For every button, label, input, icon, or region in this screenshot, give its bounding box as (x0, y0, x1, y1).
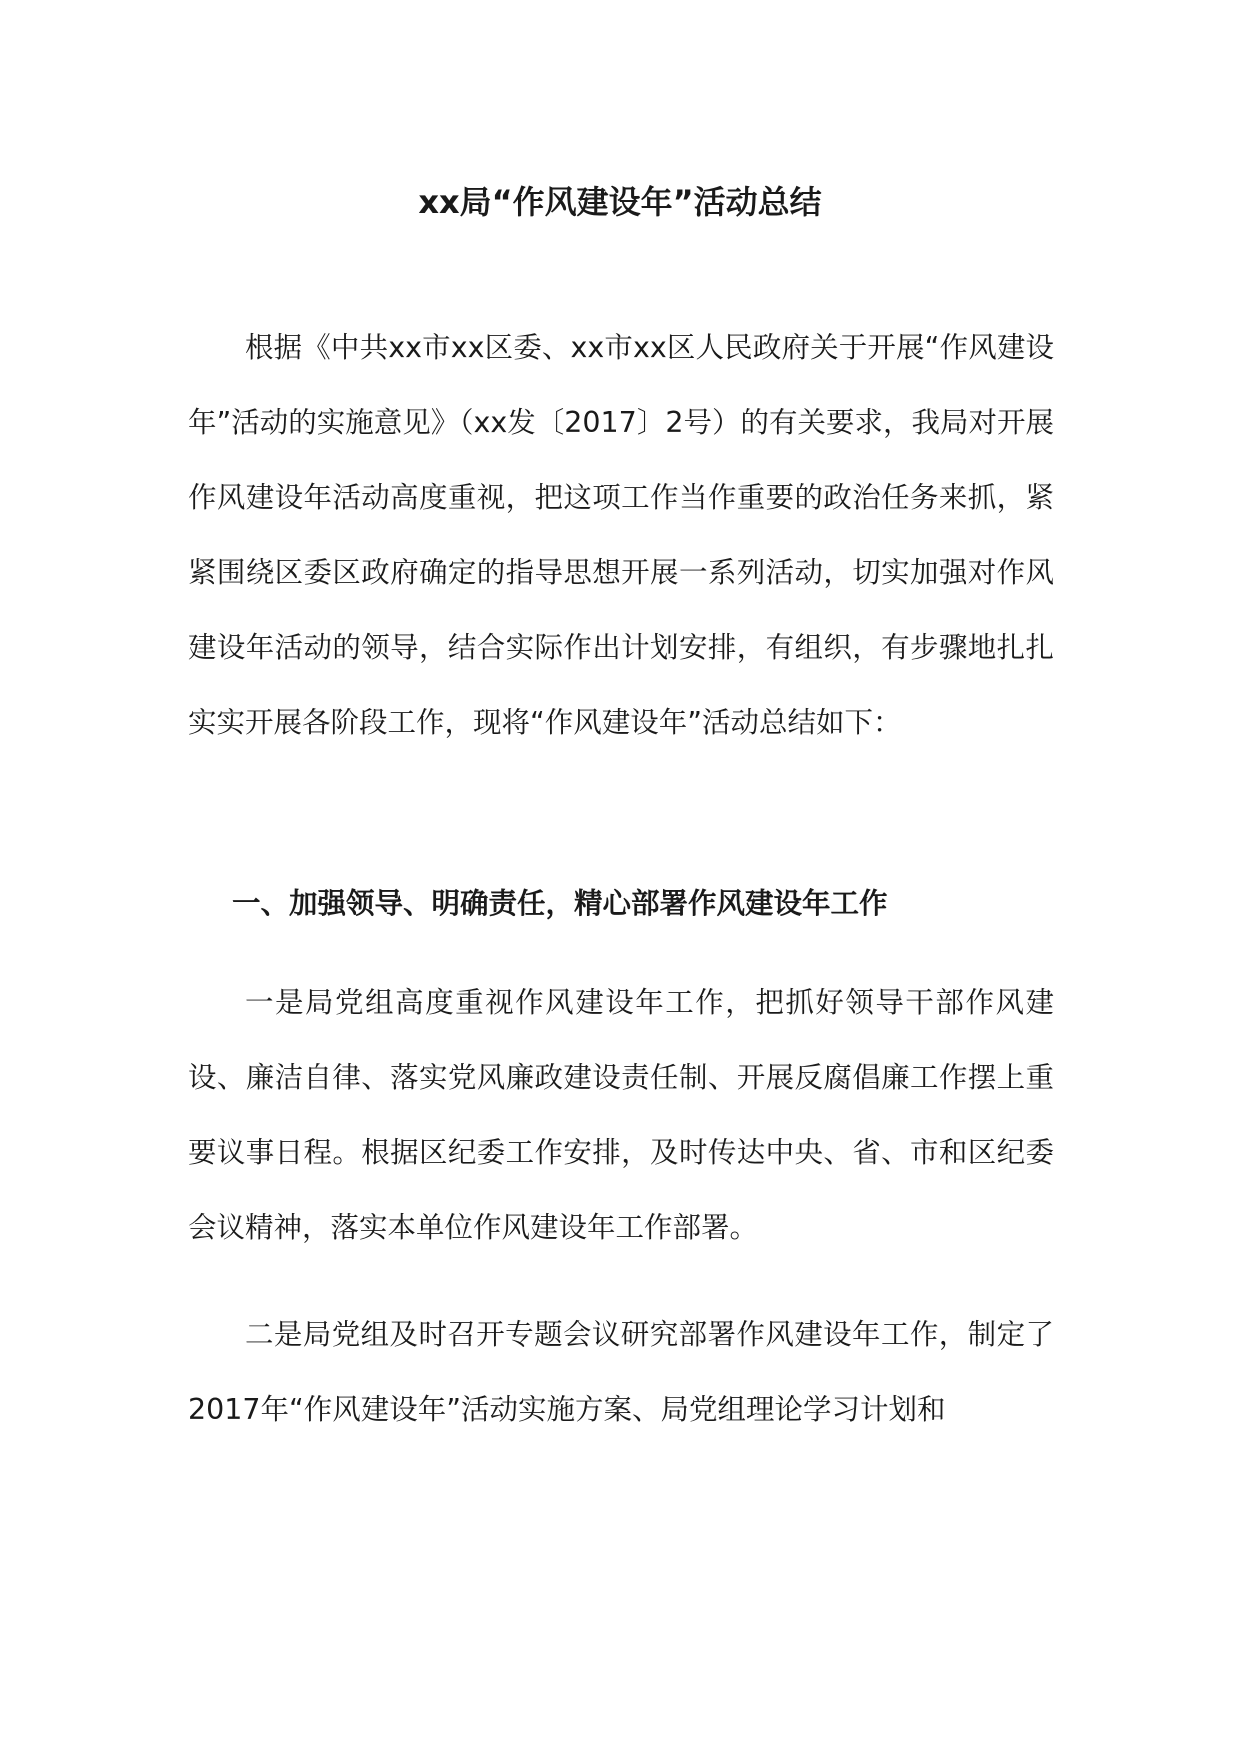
document-title: xx局“作风建设年”活动总结 (418, 183, 822, 221)
paragraph-item-2: 二是局党组及时召开专题会议研究部署作风建设年工作，制定了2017年“作风建设年”活动实施方案、局党组理论学习计划和 (188, 1318, 1054, 1426)
section-heading-1: 一、加强领导、明确责任，精心部署作风建设年工作 (232, 887, 888, 920)
intro-paragraph: 根据《中共xx市xx区委、xx市xx区人民政府关于开展“作风建设年”活动的实施意见》（xx发〔2017〕2号）的有关要求，我局对开展作风建设年活动高度重视，把这项工作当作重要的政治任务来抓，紧紧围绕区委区政府确定的指导思想开展一系列活动，切实加强对作风建设年活动的领导，结合实际作出计划安排，有组织，有步骤地扎扎实实开展各阶段工作，现将“作风建设年”活动总结如下： (188, 331, 1054, 739)
paragraph-item-1: 一是局党组高度重视作风建设年工作，把抓好领导干部作风建设、廉洁自律、落实党风廉政建设责任制、开展反腐倡廉工作摆上重要议事日程。根据区纪委工作安排，及时传达中央、省、市和区纪委会议精神，落实本单位作风建设年工作部署。 (188, 986, 1054, 1244)
